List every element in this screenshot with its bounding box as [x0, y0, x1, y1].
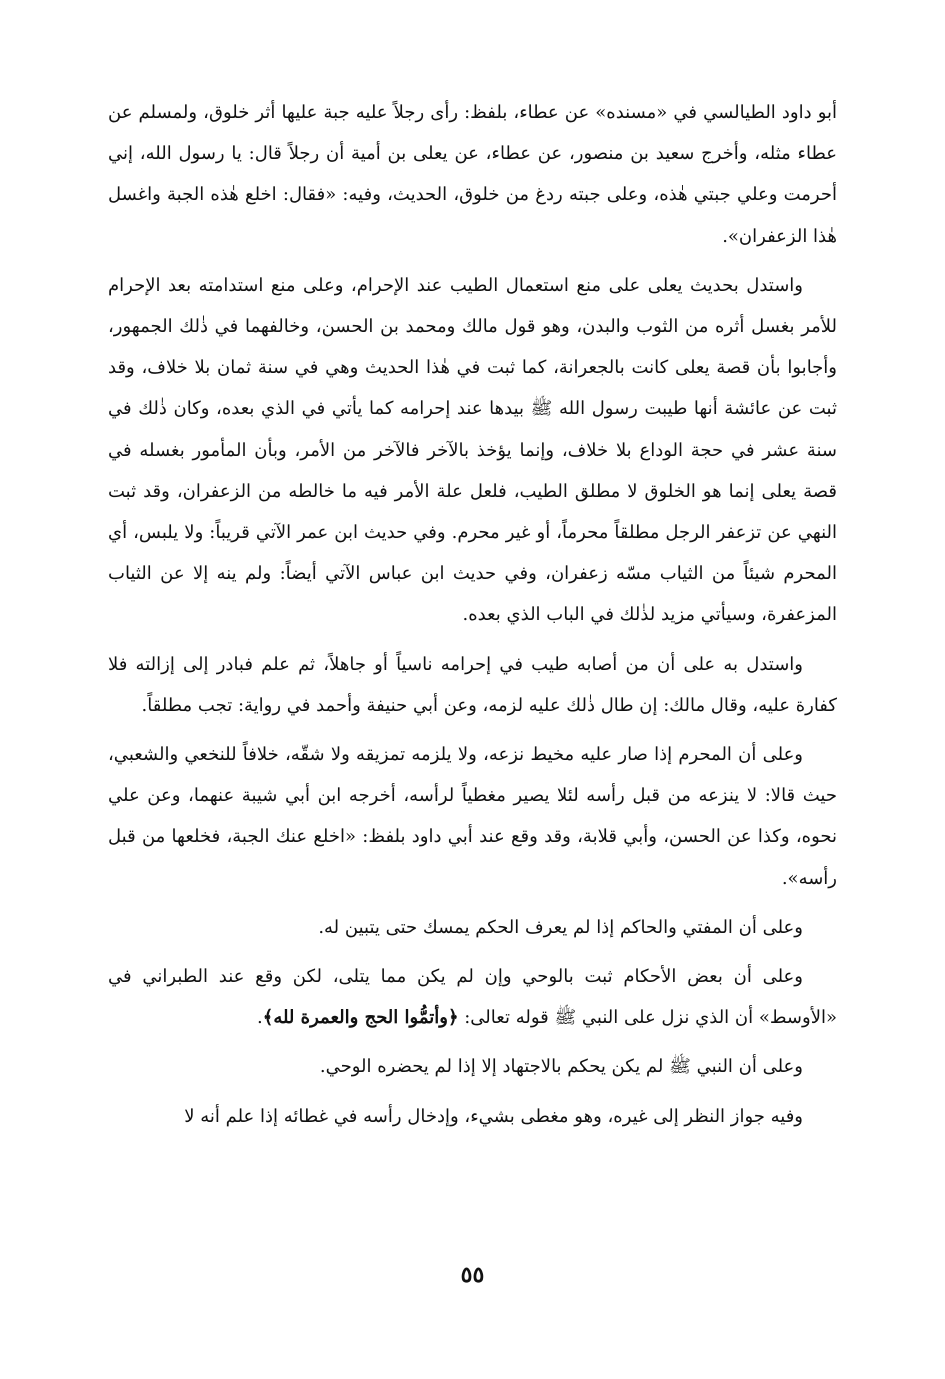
paragraph-8: وفيه جواز النظر إلى غيره، وهو مغطى بشيء، وإدخال رأسه في غطائه إذا علم أنه لا — [184, 1105, 803, 1127]
paragraph-1: أبو داود الطيالسي في «مسنده» عن عطاء، بلفظ: رأى رجلاً عليه جبة عليها أثر خلوق، ولمسلم عن عطاء مثله، وأخرج سعيد بن منصور، عن عطاء، عن يعلى بن أمية أن رجلاً قال: يا رسول الله، إني أحرمت وعلي جبتي هٰذه، وعلى جبته ردغ من خلوق، الحديث، وفيه: «فقال: اخلع هٰذه الجبة واغسل هٰذا الزعفران». — [108, 102, 837, 247]
paragraph-4: وعلى أن المحرم إذا صار عليه مخيط نزعه، ولا يلزمه تمزيقه ولا شقّه، خلافاً للنخعي والشعبي، حيث قالا: لا ينزعه من قبل رأسه لئلا يصير مغطياً لرأسه، أخرجه ابن أبي شيبة عنهما، وعن علي نحوه، وكذا عن الحسن، وأبي قلابة، وقد وقع عند أبي داود بلفظ: «اخلع عنك الجبة، فخلعها من قبل رأسه». — [108, 744, 837, 889]
quran-quote-tail: . — [257, 1007, 263, 1029]
paragraph-5: وعلى أن المفتي والحاكم إذا لم يعرف الحكم يمسك حتى يتبين له. — [318, 916, 803, 938]
paragraph-6 — [108, 956, 837, 1038]
page-body-text — [108, 92, 837, 1137]
paragraph-2: واستدل بحديث يعلى على منع استعمال الطيب عند الإحرام، وعلى منع استدامته بعد الإحرام للأمر بغسل أثره من الثوب والبدن، وهو قول مالك ومحمد بن الحسن، وخالفهما في ذٰلك الجمهور، وأجابوا بأن قصة يعلى كانت بالجعرانة، كما ثبت في هٰذا الحديث وهي في سنة ثمان بلا خلاف، وقد ثبت عن عائشة أنها طيبت رسول الله ﷺ بيدها عند إحرامه كما يأتي في الذي بعده، وكان ذٰلك في سنة عشر في حجة الوداع بلا خلاف، وإنما يؤخذ بالآخر فالآخر من الأمر، وبأن المأمور بغسله في قصة يعلى إنما هو الخلوق لا مطلق الطيب، فلعل علة الأمر فيه ما خالطه من الزعفران، وقد ثبت النهي عن تزعفر الرجل مطلقاً محرماً، أو غير محرم. وفي حديث ابن عمر الآتي قريباً: ولا يلبس، أي المحرم شيئاً من الثياب مسّه زعفران، وفي حديث ابن عباس الآتي أيضاً: ولم ينه إلا عن الثياب المزعفرة، وسيأتي مزيد لذٰلك في الباب الذي بعده. — [108, 274, 837, 626]
paragraph-6-text: وعلى أن بعض الأحكام ثبت بالوحي وإن لم يكن مما يتلى، لكن وقع عند الطبراني في «الأوسط» أن الذي نزل على النبي ﷺ قوله تعالى: — [108, 966, 837, 1029]
quran-quote: ﴿وأتمُّوا الحج والعمرة لله﴾ — [262, 1007, 459, 1029]
paragraph-7: وعلى أن النبي ﷺ لم يكن يحكم بالاجتهاد إلا إذا لم يحضره الوحي. — [319, 1056, 803, 1078]
paragraph-3: واستدل به على أن من أصابه طيب في إحرامه ناسياً أو جاهلاً، ثم علم فبادر إلى إزالته فلا كفارة عليه، وقال مالك: إن طال ذٰلك عليه لزمه، وعن أبي حنيفة وأحمد في رواية: تجب مطلقاً. — [108, 653, 837, 716]
page-number: ٥٥ — [460, 1262, 485, 1288]
